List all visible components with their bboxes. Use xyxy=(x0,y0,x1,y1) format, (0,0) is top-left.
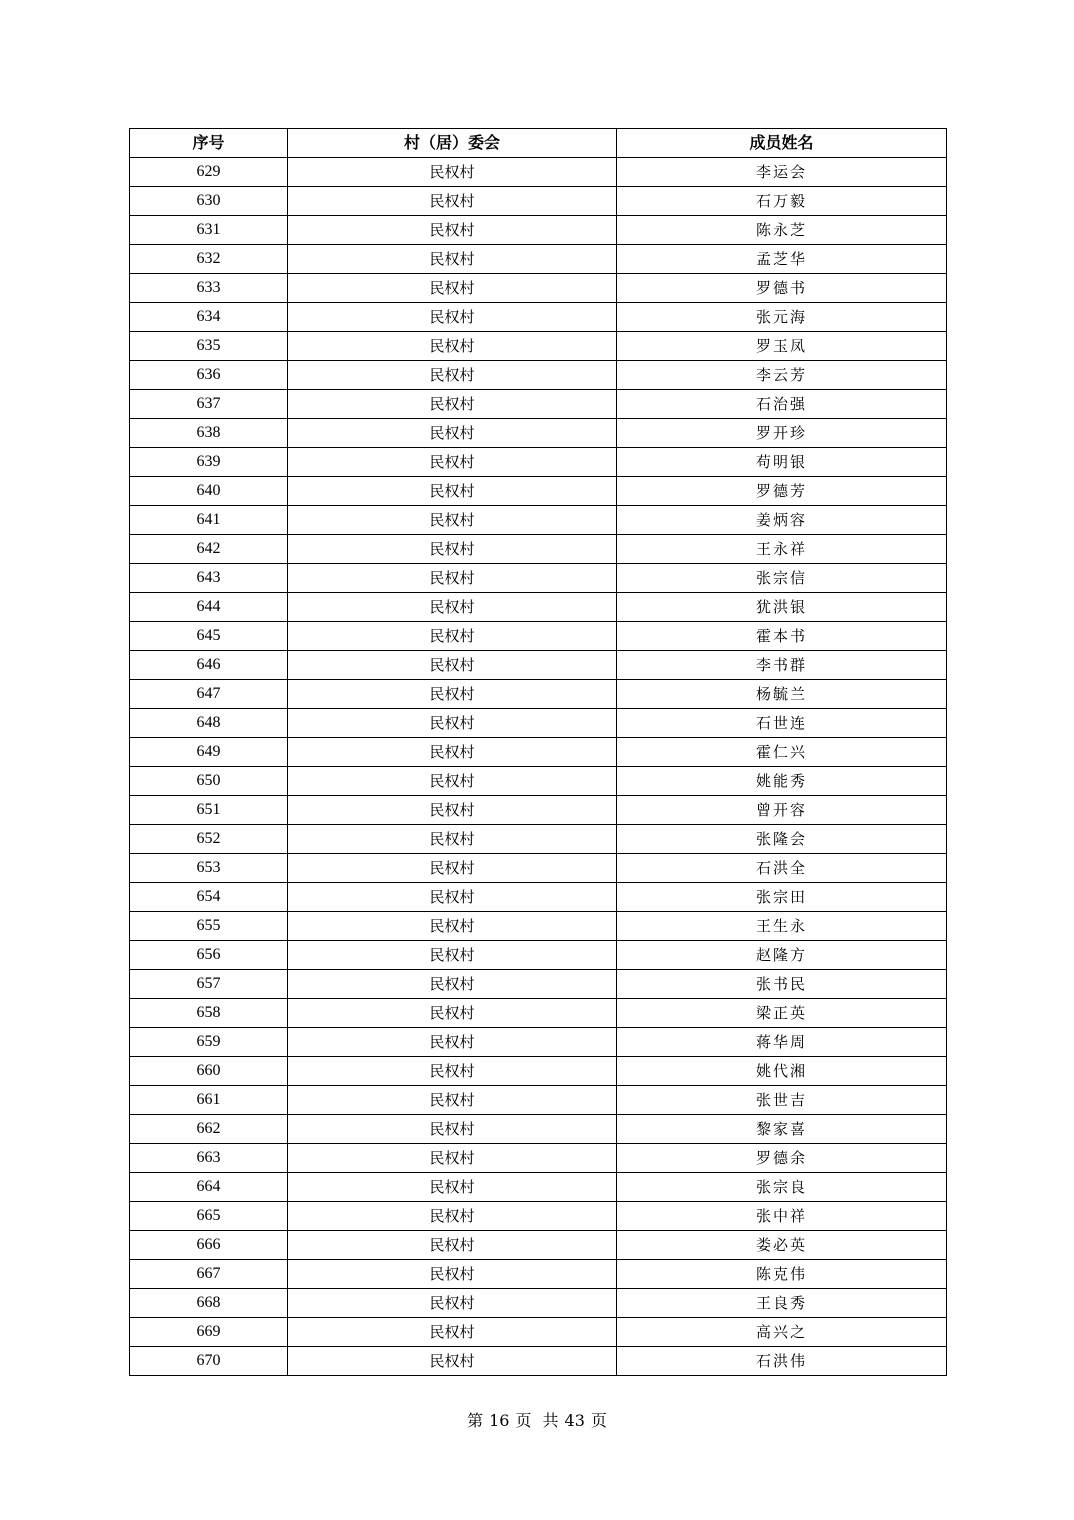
village-committee-cell: 民权村 xyxy=(288,622,617,651)
village-committee-cell: 民权村 xyxy=(288,651,617,680)
member-name-cell: 娄必英 xyxy=(617,1231,947,1260)
member-name-cell: 张世吉 xyxy=(617,1086,947,1115)
member-name-cell: 张书民 xyxy=(617,970,947,999)
serial-cell: 635 xyxy=(130,332,288,361)
serial-cell: 645 xyxy=(130,622,288,651)
village-committee-cell: 民权村 xyxy=(288,564,617,593)
village-committee-cell: 民权村 xyxy=(288,593,617,622)
footer-middle: 页 共 xyxy=(515,1411,559,1430)
member-name-cell: 李云芳 xyxy=(617,361,947,390)
table-row xyxy=(130,1347,947,1376)
member-name-cell: 张宗田 xyxy=(617,883,947,912)
member-name-cell: 蒋华周 xyxy=(617,1028,947,1057)
village-committee-cell: 民权村 xyxy=(288,1202,617,1231)
serial-cell: 640 xyxy=(130,477,288,506)
table-row xyxy=(130,1057,947,1086)
table-row xyxy=(130,593,947,622)
member-name-cell: 苟明银 xyxy=(617,448,947,477)
member-name-cell: 张宗良 xyxy=(617,1173,947,1202)
footer-prefix: 第 xyxy=(467,1411,484,1430)
member-name-cell: 陈克伟 xyxy=(617,1260,947,1289)
member-name-cell: 张宗信 xyxy=(617,564,947,593)
village-committee-cell: 民权村 xyxy=(288,506,617,535)
serial-cell: 668 xyxy=(130,1289,288,1318)
member-name-cell: 罗开珍 xyxy=(617,419,947,448)
village-committee-cell: 民权村 xyxy=(288,883,617,912)
village-committee-cell: 民权村 xyxy=(288,1318,617,1347)
serial-cell: 654 xyxy=(130,883,288,912)
village-committee-cell: 民权村 xyxy=(288,1260,617,1289)
village-committee-cell: 民权村 xyxy=(288,448,617,477)
serial-cell: 662 xyxy=(130,1115,288,1144)
member-name-cell: 王良秀 xyxy=(617,1289,947,1318)
member-name-cell: 曾开容 xyxy=(617,796,947,825)
table-row xyxy=(130,999,947,1028)
serial-cell: 637 xyxy=(130,390,288,419)
member-name-cell: 罗玉凤 xyxy=(617,332,947,361)
serial-cell: 634 xyxy=(130,303,288,332)
serial-cell: 629 xyxy=(130,158,288,187)
table-row xyxy=(130,941,947,970)
serial-cell: 649 xyxy=(130,738,288,767)
table-row xyxy=(130,854,947,883)
table-row xyxy=(130,912,947,941)
member-name-cell: 石洪全 xyxy=(617,854,947,883)
serial-cell: 641 xyxy=(130,506,288,535)
serial-cell: 658 xyxy=(130,999,288,1028)
table-row xyxy=(130,970,947,999)
table-row xyxy=(130,187,947,216)
table-row xyxy=(130,767,947,796)
table-body xyxy=(130,158,947,1376)
table-row xyxy=(130,158,947,187)
table-row xyxy=(130,1289,947,1318)
page-footer xyxy=(0,1408,1074,1431)
village-committee-cell: 民权村 xyxy=(288,477,617,506)
member-table xyxy=(129,128,947,1376)
serial-cell: 661 xyxy=(130,1086,288,1115)
village-committee-cell: 民权村 xyxy=(288,912,617,941)
village-committee-cell: 民权村 xyxy=(288,158,617,187)
village-committee-cell: 民权村 xyxy=(288,187,617,216)
member-name-cell: 高兴之 xyxy=(617,1318,947,1347)
serial-cell: 657 xyxy=(130,970,288,999)
member-name-cell: 石世连 xyxy=(617,709,947,738)
village-committee-cell: 民权村 xyxy=(288,1231,617,1260)
village-committee-cell: 民权村 xyxy=(288,999,617,1028)
header-village-committee: 村（居）委会 xyxy=(288,129,617,158)
serial-cell: 639 xyxy=(130,448,288,477)
table-row xyxy=(130,1144,947,1173)
table-row xyxy=(130,651,947,680)
member-name-cell: 犹洪银 xyxy=(617,593,947,622)
table-row xyxy=(130,332,947,361)
serial-cell: 632 xyxy=(130,245,288,274)
table-row xyxy=(130,1115,947,1144)
member-name-cell: 姜炳容 xyxy=(617,506,947,535)
serial-cell: 652 xyxy=(130,825,288,854)
village-committee-cell: 民权村 xyxy=(288,1144,617,1173)
member-name-cell: 石万毅 xyxy=(617,187,947,216)
member-name-cell: 霍仁兴 xyxy=(617,738,947,767)
table-row xyxy=(130,1318,947,1347)
table-row xyxy=(130,419,947,448)
table-row xyxy=(130,564,947,593)
member-name-cell: 杨毓兰 xyxy=(617,680,947,709)
table-row xyxy=(130,535,947,564)
village-committee-cell: 民权村 xyxy=(288,825,617,854)
member-name-cell: 霍本书 xyxy=(617,622,947,651)
table-row xyxy=(130,1086,947,1115)
member-name-cell: 姚代湘 xyxy=(617,1057,947,1086)
village-committee-cell: 民权村 xyxy=(288,941,617,970)
village-committee-cell: 民权村 xyxy=(288,245,617,274)
village-committee-cell: 民权村 xyxy=(288,1347,617,1376)
table-row xyxy=(130,796,947,825)
serial-cell: 631 xyxy=(130,216,288,245)
table-row xyxy=(130,361,947,390)
table-row xyxy=(130,738,947,767)
village-committee-cell: 民权村 xyxy=(288,709,617,738)
serial-cell: 669 xyxy=(130,1318,288,1347)
village-committee-cell: 民权村 xyxy=(288,796,617,825)
village-committee-cell: 民权村 xyxy=(288,535,617,564)
footer-total-pages: 43 xyxy=(564,1411,585,1430)
table-row xyxy=(130,883,947,912)
footer-suffix: 页 xyxy=(590,1411,607,1430)
serial-cell: 644 xyxy=(130,593,288,622)
serial-cell: 642 xyxy=(130,535,288,564)
village-committee-cell: 民权村 xyxy=(288,332,617,361)
table-row xyxy=(130,506,947,535)
village-committee-cell: 民权村 xyxy=(288,1086,617,1115)
serial-cell: 664 xyxy=(130,1173,288,1202)
member-name-cell: 黎家喜 xyxy=(617,1115,947,1144)
member-name-cell: 梁正英 xyxy=(617,999,947,1028)
serial-cell: 656 xyxy=(130,941,288,970)
serial-cell: 665 xyxy=(130,1202,288,1231)
member-name-cell: 罗德书 xyxy=(617,274,947,303)
village-committee-cell: 民权村 xyxy=(288,361,617,390)
member-name-cell: 罗德芳 xyxy=(617,477,947,506)
serial-cell: 643 xyxy=(130,564,288,593)
village-committee-cell: 民权村 xyxy=(288,1115,617,1144)
member-name-cell: 李运会 xyxy=(617,158,947,187)
serial-cell: 667 xyxy=(130,1260,288,1289)
member-name-cell: 姚能秀 xyxy=(617,767,947,796)
serial-cell: 663 xyxy=(130,1144,288,1173)
serial-cell: 646 xyxy=(130,651,288,680)
serial-cell: 659 xyxy=(130,1028,288,1057)
village-committee-cell: 民权村 xyxy=(288,680,617,709)
serial-cell: 647 xyxy=(130,680,288,709)
member-name-cell: 陈永芝 xyxy=(617,216,947,245)
header-serial: 序号 xyxy=(130,129,288,158)
member-name-cell: 罗德余 xyxy=(617,1144,947,1173)
member-name-cell: 张中祥 xyxy=(617,1202,947,1231)
member-name-cell: 王生永 xyxy=(617,912,947,941)
village-committee-cell: 民权村 xyxy=(288,419,617,448)
member-name-cell: 张隆会 xyxy=(617,825,947,854)
table-row xyxy=(130,274,947,303)
table-row xyxy=(130,303,947,332)
table-row xyxy=(130,680,947,709)
serial-cell: 630 xyxy=(130,187,288,216)
table-row xyxy=(130,622,947,651)
table-row xyxy=(130,448,947,477)
member-name-cell: 张元海 xyxy=(617,303,947,332)
village-committee-cell: 民权村 xyxy=(288,390,617,419)
serial-cell: 650 xyxy=(130,767,288,796)
serial-cell: 638 xyxy=(130,419,288,448)
serial-cell: 633 xyxy=(130,274,288,303)
header-member-name: 成员姓名 xyxy=(617,129,947,158)
serial-cell: 653 xyxy=(130,854,288,883)
serial-cell: 670 xyxy=(130,1347,288,1376)
village-committee-cell: 民权村 xyxy=(288,303,617,332)
footer-page-number: 16 xyxy=(489,1411,510,1430)
serial-cell: 636 xyxy=(130,361,288,390)
serial-cell: 655 xyxy=(130,912,288,941)
table-row xyxy=(130,1231,947,1260)
serial-cell: 660 xyxy=(130,1057,288,1086)
table-row xyxy=(130,216,947,245)
village-committee-cell: 民权村 xyxy=(288,1173,617,1202)
member-name-cell: 石洪伟 xyxy=(617,1347,947,1376)
village-committee-cell: 民权村 xyxy=(288,854,617,883)
table-header-row xyxy=(130,129,947,158)
table-row xyxy=(130,390,947,419)
member-name-cell: 石治强 xyxy=(617,390,947,419)
table-row xyxy=(130,1260,947,1289)
member-name-cell: 王永祥 xyxy=(617,535,947,564)
village-committee-cell: 民权村 xyxy=(288,738,617,767)
village-committee-cell: 民权村 xyxy=(288,767,617,796)
member-name-cell: 李书群 xyxy=(617,651,947,680)
village-committee-cell: 民权村 xyxy=(288,1289,617,1318)
table-row xyxy=(130,825,947,854)
village-committee-cell: 民权村 xyxy=(288,274,617,303)
village-committee-cell: 民权村 xyxy=(288,1028,617,1057)
village-committee-cell: 民权村 xyxy=(288,1057,617,1086)
village-committee-cell: 民权村 xyxy=(288,216,617,245)
table-row xyxy=(130,245,947,274)
serial-cell: 666 xyxy=(130,1231,288,1260)
serial-cell: 648 xyxy=(130,709,288,738)
table-row xyxy=(130,1202,947,1231)
table-row xyxy=(130,1028,947,1057)
table-row xyxy=(130,477,947,506)
table-row xyxy=(130,1173,947,1202)
village-committee-cell: 民权村 xyxy=(288,970,617,999)
member-name-cell: 赵隆方 xyxy=(617,941,947,970)
table-row xyxy=(130,709,947,738)
member-name-cell: 孟芝华 xyxy=(617,245,947,274)
serial-cell: 651 xyxy=(130,796,288,825)
